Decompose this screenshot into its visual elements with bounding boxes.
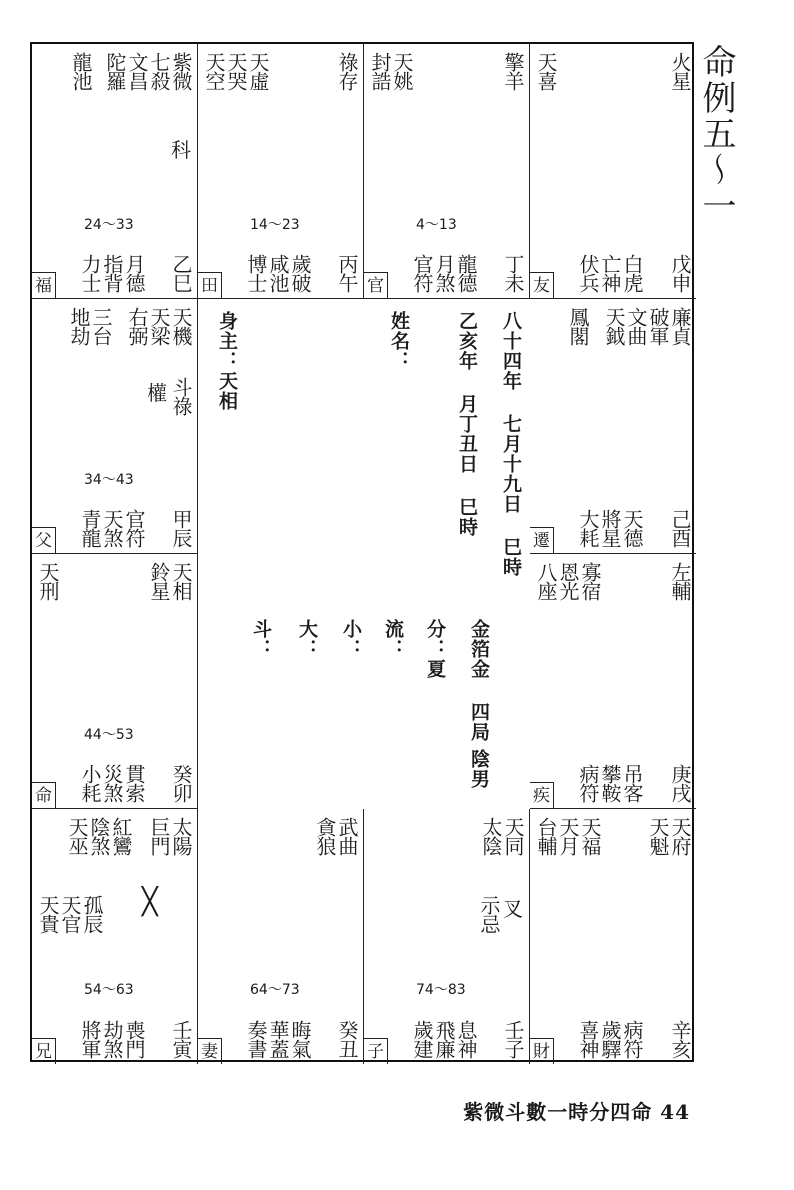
minor-star: 喜神: [576, 1020, 600, 1058]
age-range: 54〜63: [84, 982, 134, 998]
main-stars: [69, 307, 191, 345]
star: 巨門: [147, 817, 171, 855]
birth-solar: 八十四年 七月十九日 巳時: [500, 311, 522, 577]
star: 八座: [534, 562, 558, 600]
star: 天魁: [646, 817, 670, 855]
ganzhi: 甲辰: [169, 509, 193, 547]
minor-star: 飛廉: [432, 1020, 456, 1058]
star: 太陰: [479, 817, 503, 855]
minor-star: 華蓋: [266, 1020, 290, 1058]
minor-stars: [246, 1020, 310, 1058]
minor-star: 攀鞍: [598, 764, 622, 802]
minor-star: 力士: [78, 254, 102, 292]
star: 擎羊: [501, 52, 525, 90]
five-element-ju: 金箔金 四局: [468, 619, 490, 742]
palace-name: 命: [32, 782, 56, 808]
star: 天刑: [36, 562, 60, 600]
star: 文曲: [624, 307, 648, 345]
minor-star: 博士: [244, 254, 268, 292]
ganzhi: 壬子: [501, 1020, 525, 1058]
age-range: 24〜33: [84, 217, 134, 233]
star: 火星: [668, 52, 692, 90]
palace-name: 福: [32, 272, 56, 298]
palace-zi: [364, 809, 530, 1064]
palace-shen: [530, 44, 696, 299]
minor-star: 亡神: [598, 254, 622, 292]
minor-star: 貫索: [122, 764, 146, 802]
minor-stars: [412, 1020, 476, 1058]
star: 太陽: [169, 817, 193, 855]
minor-star: 劫煞: [100, 1020, 124, 1058]
ganzhi: 己酉: [668, 509, 692, 547]
age-range: 4〜13: [416, 217, 457, 233]
minor-star: 歲破: [288, 254, 312, 292]
palace-name: 疾: [530, 782, 554, 808]
label-xiao: 小：: [340, 619, 362, 659]
misc-stars: [536, 52, 556, 90]
star: 天梁: [147, 307, 171, 345]
center-info: [198, 299, 530, 809]
palace-wu: [198, 44, 364, 299]
star: 鳳閣: [566, 307, 590, 345]
star: 天喜: [534, 52, 558, 90]
star: 左輔: [668, 562, 692, 600]
palace-mao: [32, 554, 198, 809]
transform-label: 叉: [503, 897, 523, 921]
main-stars: [149, 562, 191, 600]
minor-star: 病符: [576, 764, 600, 802]
minor-star: 大耗: [576, 509, 600, 547]
palace-you: [530, 299, 696, 554]
main-stars: [670, 52, 690, 90]
ganzhi: 丙午: [335, 254, 359, 292]
label-liu: 流：: [382, 619, 404, 659]
minor-star: 晦氣: [288, 1020, 312, 1058]
main-stars: [670, 562, 690, 600]
minor-stars: [246, 254, 310, 292]
misc-stars: [536, 562, 600, 600]
transform-label: 科: [171, 138, 191, 162]
palace-chen: [32, 299, 198, 554]
minor-stars: [80, 254, 144, 292]
label-dou: 斗：: [250, 619, 272, 659]
star: 祿存: [335, 52, 359, 90]
minor-star: 天煞: [100, 509, 124, 547]
star: 天府: [668, 817, 692, 855]
star: 貪狼: [313, 817, 337, 855]
minor-star: 官符: [410, 254, 434, 292]
minor-star: 病符: [620, 1020, 644, 1058]
star: 孤辰: [80, 895, 104, 933]
star: 天巫: [65, 817, 89, 855]
chart-grid: [30, 42, 694, 1062]
ganzhi: 癸卯: [169, 764, 193, 802]
minor-star: 伏兵: [576, 254, 600, 292]
minor-stars: [578, 509, 642, 547]
palace-yin: [32, 809, 198, 1064]
main-stars: [71, 52, 191, 90]
star: 台輔: [534, 817, 558, 855]
minor-star: 將星: [598, 509, 622, 547]
minor-star: 小耗: [78, 764, 102, 802]
birth-lunar: 乙亥年 月丁丑日 巳時: [456, 311, 478, 537]
star: 鈴星: [147, 562, 171, 600]
star: 天福: [578, 817, 602, 855]
ganzhi: 乙巳: [169, 254, 193, 292]
palace-name: 財: [530, 1038, 554, 1064]
star: 天虛: [246, 52, 270, 90]
main-stars: [481, 817, 523, 855]
side-title: 命例五〜一: [696, 44, 736, 224]
minor-star: 指背: [100, 254, 124, 292]
minor-stars: [578, 1020, 642, 1058]
minor-star: 咸池: [266, 254, 290, 292]
palace-name: 妻: [198, 1038, 222, 1064]
label-fen: 分：夏: [424, 619, 446, 679]
main-stars: [503, 52, 523, 90]
yin-yang-gender: 陰男: [468, 749, 490, 789]
minor-star: 官符: [122, 509, 146, 547]
transform-label: 權: [147, 381, 167, 405]
star: 右弼: [125, 307, 149, 345]
misc-stars: [38, 895, 102, 933]
palace-name: 父: [32, 527, 56, 553]
star: 陀羅: [103, 52, 127, 90]
palace-xu: [530, 554, 696, 809]
main-stars: [315, 817, 357, 855]
minor-stars: [578, 764, 642, 802]
age-range: 14〜23: [250, 217, 300, 233]
misc-stars: [370, 52, 412, 90]
age-range: 64〜73: [250, 982, 300, 998]
star: 武曲: [335, 817, 359, 855]
palace-si: [32, 44, 198, 299]
star: 天空: [202, 52, 226, 90]
star: 天月: [556, 817, 580, 855]
minor-stars: [578, 254, 642, 292]
palace-wei: [364, 44, 530, 299]
minor-star: 月德: [122, 254, 146, 292]
star: 封誥: [368, 52, 392, 90]
palace-name: 官: [364, 272, 388, 298]
minor-star: 災煞: [100, 764, 124, 802]
minor-star: 月煞: [432, 254, 456, 292]
star: 寡宿: [578, 562, 602, 600]
age-range: 34〜43: [84, 472, 134, 488]
star: 七殺: [147, 52, 171, 90]
palace-name: 兄: [32, 1038, 56, 1064]
star: 恩光: [556, 562, 580, 600]
palace-name: 子: [364, 1038, 388, 1064]
ganzhi: 庚戌: [668, 764, 692, 802]
star: 天同: [501, 817, 525, 855]
misc-stars: [204, 52, 268, 90]
minor-stars: [412, 254, 476, 292]
minor-star: 吊客: [620, 764, 644, 802]
star: 天貴: [36, 895, 60, 933]
star: 文昌: [125, 52, 149, 90]
misc-stars: [38, 562, 58, 600]
star: 紫微: [169, 52, 193, 90]
minor-star: 青龍: [78, 509, 102, 547]
transform-label: 斗祿: [169, 377, 193, 415]
star: 地劫: [67, 307, 91, 345]
star: 龍池: [69, 52, 93, 90]
star: 天鉞: [602, 307, 626, 345]
minor-star: 喪門: [122, 1020, 146, 1058]
ganzhi: 丁未: [501, 254, 525, 292]
minor-star: 白虎: [620, 254, 644, 292]
minor-star: 天德: [620, 509, 644, 547]
transform-label: 示忌: [477, 895, 501, 933]
minor-stars: [80, 764, 144, 802]
minor-stars: [80, 509, 144, 547]
palace-name: 友: [530, 272, 554, 298]
minor-star: 奏書: [244, 1020, 268, 1058]
star: 天姚: [390, 52, 414, 90]
page-footer: 紫微斗數一時分四命 44: [463, 1100, 690, 1124]
palace-name: 田: [198, 272, 222, 298]
ganzhi: 壬寅: [169, 1020, 193, 1058]
minor-star: 將軍: [78, 1020, 102, 1058]
ganzhi: 辛亥: [668, 1020, 692, 1058]
star: 天官: [58, 895, 82, 933]
ganzhi: 癸丑: [335, 1020, 359, 1058]
palace-chou: [198, 809, 364, 1064]
minor-stars: [80, 1020, 144, 1058]
main-stars: [337, 52, 357, 90]
palace-name: 遷: [530, 527, 554, 553]
star: 天機: [169, 307, 193, 345]
age-range: 74〜83: [416, 982, 466, 998]
star: 破軍: [646, 307, 670, 345]
ganzhi: 戊申: [668, 254, 692, 292]
star: 廉貞: [668, 307, 692, 345]
star: 三台: [89, 307, 113, 345]
star: 天哭: [224, 52, 248, 90]
minor-star: 歲建: [410, 1020, 434, 1058]
minor-star: 息神: [454, 1020, 478, 1058]
minor-star: 歲驛: [598, 1020, 622, 1058]
star: 陰煞: [87, 817, 111, 855]
main-stars: [67, 817, 191, 855]
label-da: 大：: [296, 619, 318, 659]
name-label: 姓名：: [388, 311, 410, 371]
star: 紅鸞: [109, 817, 133, 855]
palace-hai: [530, 809, 696, 1064]
main-stars: [648, 817, 690, 855]
age-range: 44〜53: [84, 727, 134, 743]
cross-mark: ╳: [142, 887, 158, 917]
minor-star: 龍德: [454, 254, 478, 292]
star: 天相: [169, 562, 193, 600]
body-master: 身主：天相: [216, 311, 238, 411]
main-stars: [568, 307, 690, 345]
misc-stars: [536, 817, 600, 855]
